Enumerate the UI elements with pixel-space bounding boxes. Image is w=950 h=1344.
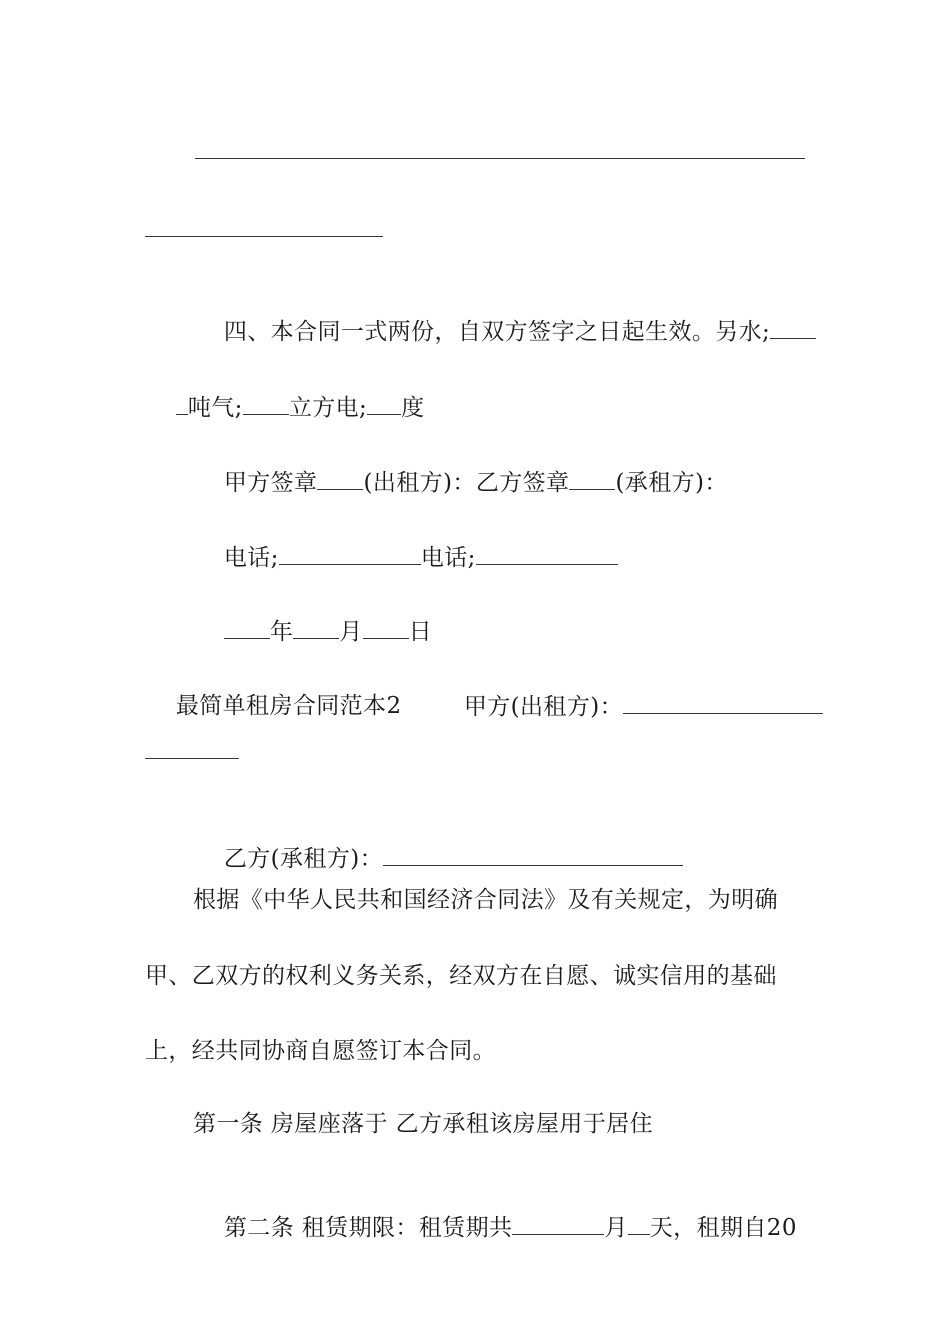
sample-title: 最简单租房合同范本2 bbox=[175, 693, 402, 719]
party-b-blank bbox=[383, 843, 683, 866]
phone-blank-b bbox=[476, 542, 618, 565]
party-b-seal-blank bbox=[569, 467, 615, 490]
degree-label: 度 bbox=[401, 395, 425, 421]
party-b-role: (承租方)： bbox=[615, 470, 728, 496]
preamble-line-1: 根据《中华人民共和国经济合同法》及有关规定，为明确 bbox=[193, 887, 778, 913]
year-blank bbox=[224, 616, 270, 639]
term-months-blank bbox=[512, 1212, 604, 1235]
blank-line-continuation bbox=[145, 236, 383, 237]
blank-line-top bbox=[195, 158, 805, 159]
preamble-line-2: 甲、乙双方的权利义务关系，经双方在自愿、诚实信用的基础 bbox=[145, 963, 777, 989]
party-a-label: 甲方(出租方)： bbox=[463, 694, 624, 720]
month-unit: 月 bbox=[604, 1215, 628, 1241]
electric-blank bbox=[367, 392, 401, 415]
day-label: 日 bbox=[408, 619, 433, 645]
gas-label: 吨气; bbox=[187, 395, 243, 421]
year-label: 年 bbox=[269, 619, 294, 645]
party-b-seal-label: 乙方签章 bbox=[475, 470, 570, 496]
party-a-line bbox=[433, 661, 823, 752]
party-a-role: (出租方)： bbox=[363, 470, 476, 496]
article-two bbox=[193, 1182, 797, 1273]
phone-label-b: 电话; bbox=[420, 545, 476, 571]
preamble-line-3: 上，经共同协商自愿签订本合同。 bbox=[145, 1038, 496, 1064]
party-a-blank-continuation bbox=[145, 758, 239, 759]
party-a-seal-label: 甲方签章 bbox=[223, 470, 318, 496]
month-label: 月 bbox=[339, 619, 363, 645]
article-two-tail: 天，租期自20 bbox=[649, 1215, 797, 1241]
party-b-label: 乙方(承租方)： bbox=[223, 846, 384, 872]
party-a-blank bbox=[623, 691, 823, 714]
paragraph-four-text: 四、本合同一式两份，自双方签字之日起生效。另水; bbox=[223, 319, 771, 345]
sample-title-line bbox=[145, 661, 402, 751]
term-days-blank bbox=[628, 1212, 650, 1235]
water-blank bbox=[770, 316, 816, 339]
gas-blank bbox=[243, 392, 289, 415]
electric-label: 立方电; bbox=[288, 395, 368, 421]
party-a-seal-blank bbox=[317, 467, 363, 490]
article-one: 第一条 房屋座落于 乙方承租该房屋用于居住 bbox=[193, 1111, 654, 1137]
day-blank bbox=[363, 616, 409, 639]
phone-label-a: 电话; bbox=[223, 545, 279, 571]
article-two-text: 第二条 租赁期限：租赁期共 bbox=[223, 1215, 513, 1241]
water-blank-end bbox=[176, 392, 188, 415]
month-blank bbox=[293, 616, 339, 639]
phone-blank-a bbox=[279, 542, 421, 565]
